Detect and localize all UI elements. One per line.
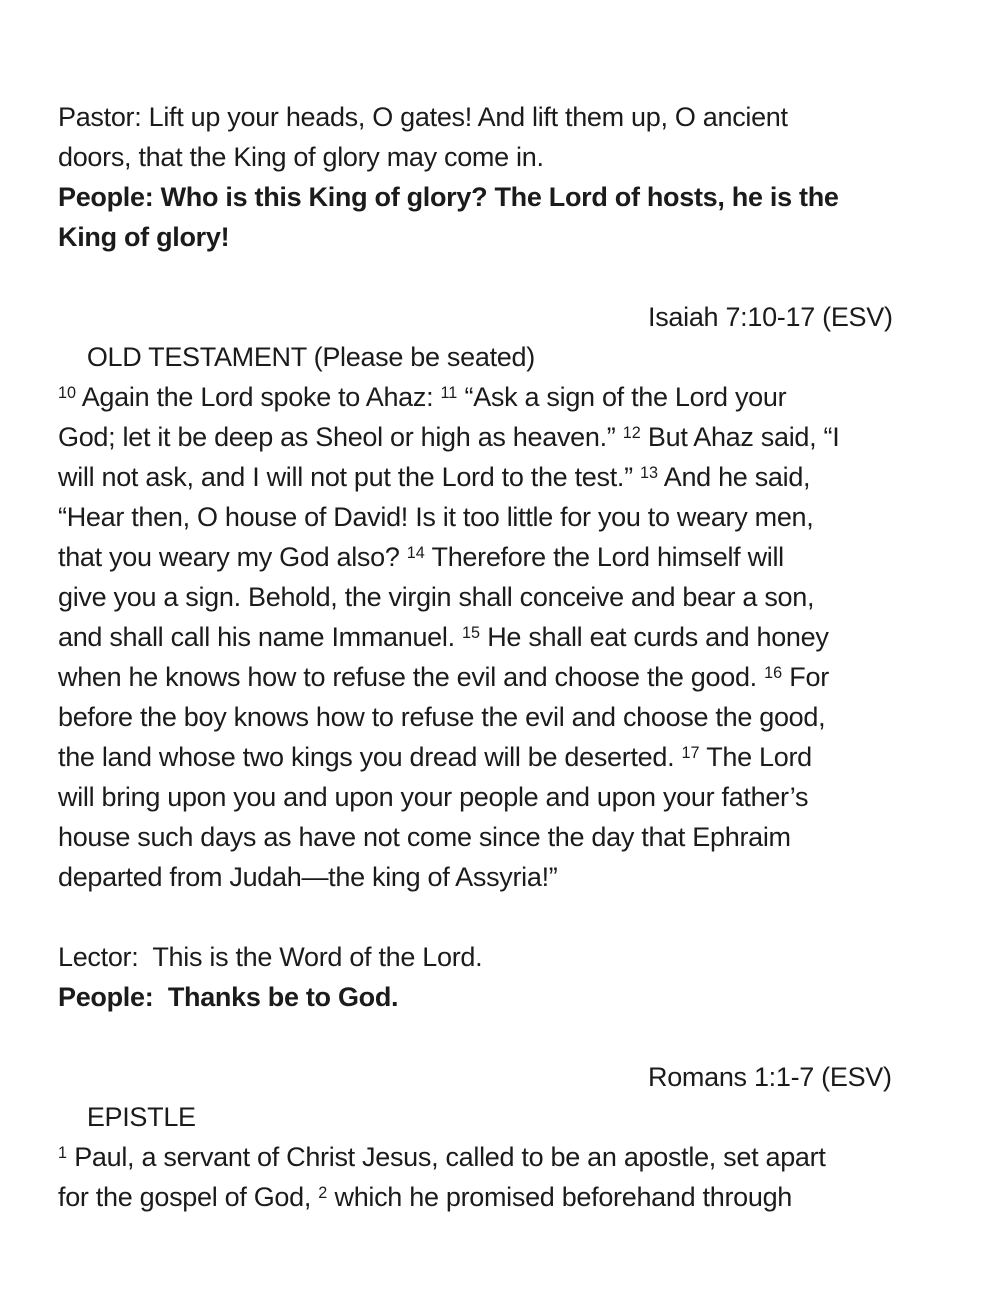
- text-line: doors, that the King of glory may come in.: [58, 142, 544, 172]
- old-testament-reading: [58, 377, 955, 897]
- verse-number: 13: [640, 463, 659, 482]
- old-testament-title: OLD TESTAMENT (Please be seated): [86, 342, 535, 372]
- text-line: will bring upon you and upon your people and upon your father’s: [58, 782, 809, 812]
- epistle-heading: [58, 1057, 955, 1132]
- epistle-reading: [58, 1137, 955, 1217]
- verse-number: 1: [58, 1143, 68, 1162]
- text-line: God; let it be deep as Sheol or high as heaven.” $^{12}$ But Ahaz said, “I: [58, 422, 840, 452]
- text-line: “Hear then, O house of David! Is it too little for you to weary men,: [58, 502, 814, 532]
- text-line: Lector: This is the Word of the Lord.: [58, 942, 483, 972]
- text-line: give you a sign. Behold, the virgin shall conceive and bear a son,: [58, 582, 815, 612]
- verse-number: 16: [764, 663, 783, 682]
- text-line: house such days as have not come since the day that Ephraim: [58, 822, 791, 852]
- verse-number: 15: [462, 623, 481, 642]
- response-versicle: [58, 937, 955, 1017]
- text-line: for the gospel of God, $^2$ which he promised beforehand through: [58, 1182, 793, 1212]
- text-line: and shall call his name Immanuel. $^{15}$ He shall eat curds and honey: [58, 622, 829, 652]
- text-line: the land whose two kings you dread will be deserted. $^{17}$ The Lord: [58, 742, 812, 772]
- verse-number: 11: [440, 383, 458, 402]
- text-line: People: Who is this King of glory? The Lord of hosts, he is the: [58, 182, 839, 212]
- text-line: $^{10}$ Again the Lord spoke to Ahaz: $^{11}$ “Ask a sign of the Lord your: [58, 382, 787, 412]
- text-line: King of glory!: [58, 222, 230, 252]
- text-line: Pastor: Lift up your heads, O gates! And lift them up, O ancient: [58, 102, 788, 132]
- verse-number: 17: [681, 743, 700, 762]
- text-line: departed from Judah—the king of Assyria!”: [58, 862, 558, 892]
- opening-versicle: [58, 97, 955, 257]
- verse-number: 12: [622, 423, 641, 442]
- text-line: when he knows how to refuse the evil and choose the good. $^{16}$ For: [58, 662, 829, 692]
- verse-number: 10: [58, 383, 77, 402]
- old-testament-heading: [58, 297, 955, 372]
- text-line: $^1$ Paul, a servant of Christ Jesus, called to be an apostle, set apart: [58, 1142, 826, 1172]
- verse-number: 2: [318, 1183, 328, 1202]
- verse-number: 14: [406, 543, 425, 562]
- epistle-title: EPISTLE: [86, 1102, 196, 1132]
- text-line: before the boy knows how to refuse the evil and choose the good,: [58, 702, 826, 732]
- text-line: will not ask, and I will not put the Lord to the test.” $^{13}$ And he said,: [58, 462, 811, 492]
- old-testament-reference: Isaiah 7:10-17 (ESV): [648, 302, 893, 332]
- text-line: that you weary my God also? $^{14}$ Therefore the Lord himself will: [58, 542, 784, 572]
- epistle-reference: Romans 1:1-7 (ESV): [648, 1062, 892, 1092]
- text-line: People: Thanks be to God.: [58, 982, 399, 1012]
